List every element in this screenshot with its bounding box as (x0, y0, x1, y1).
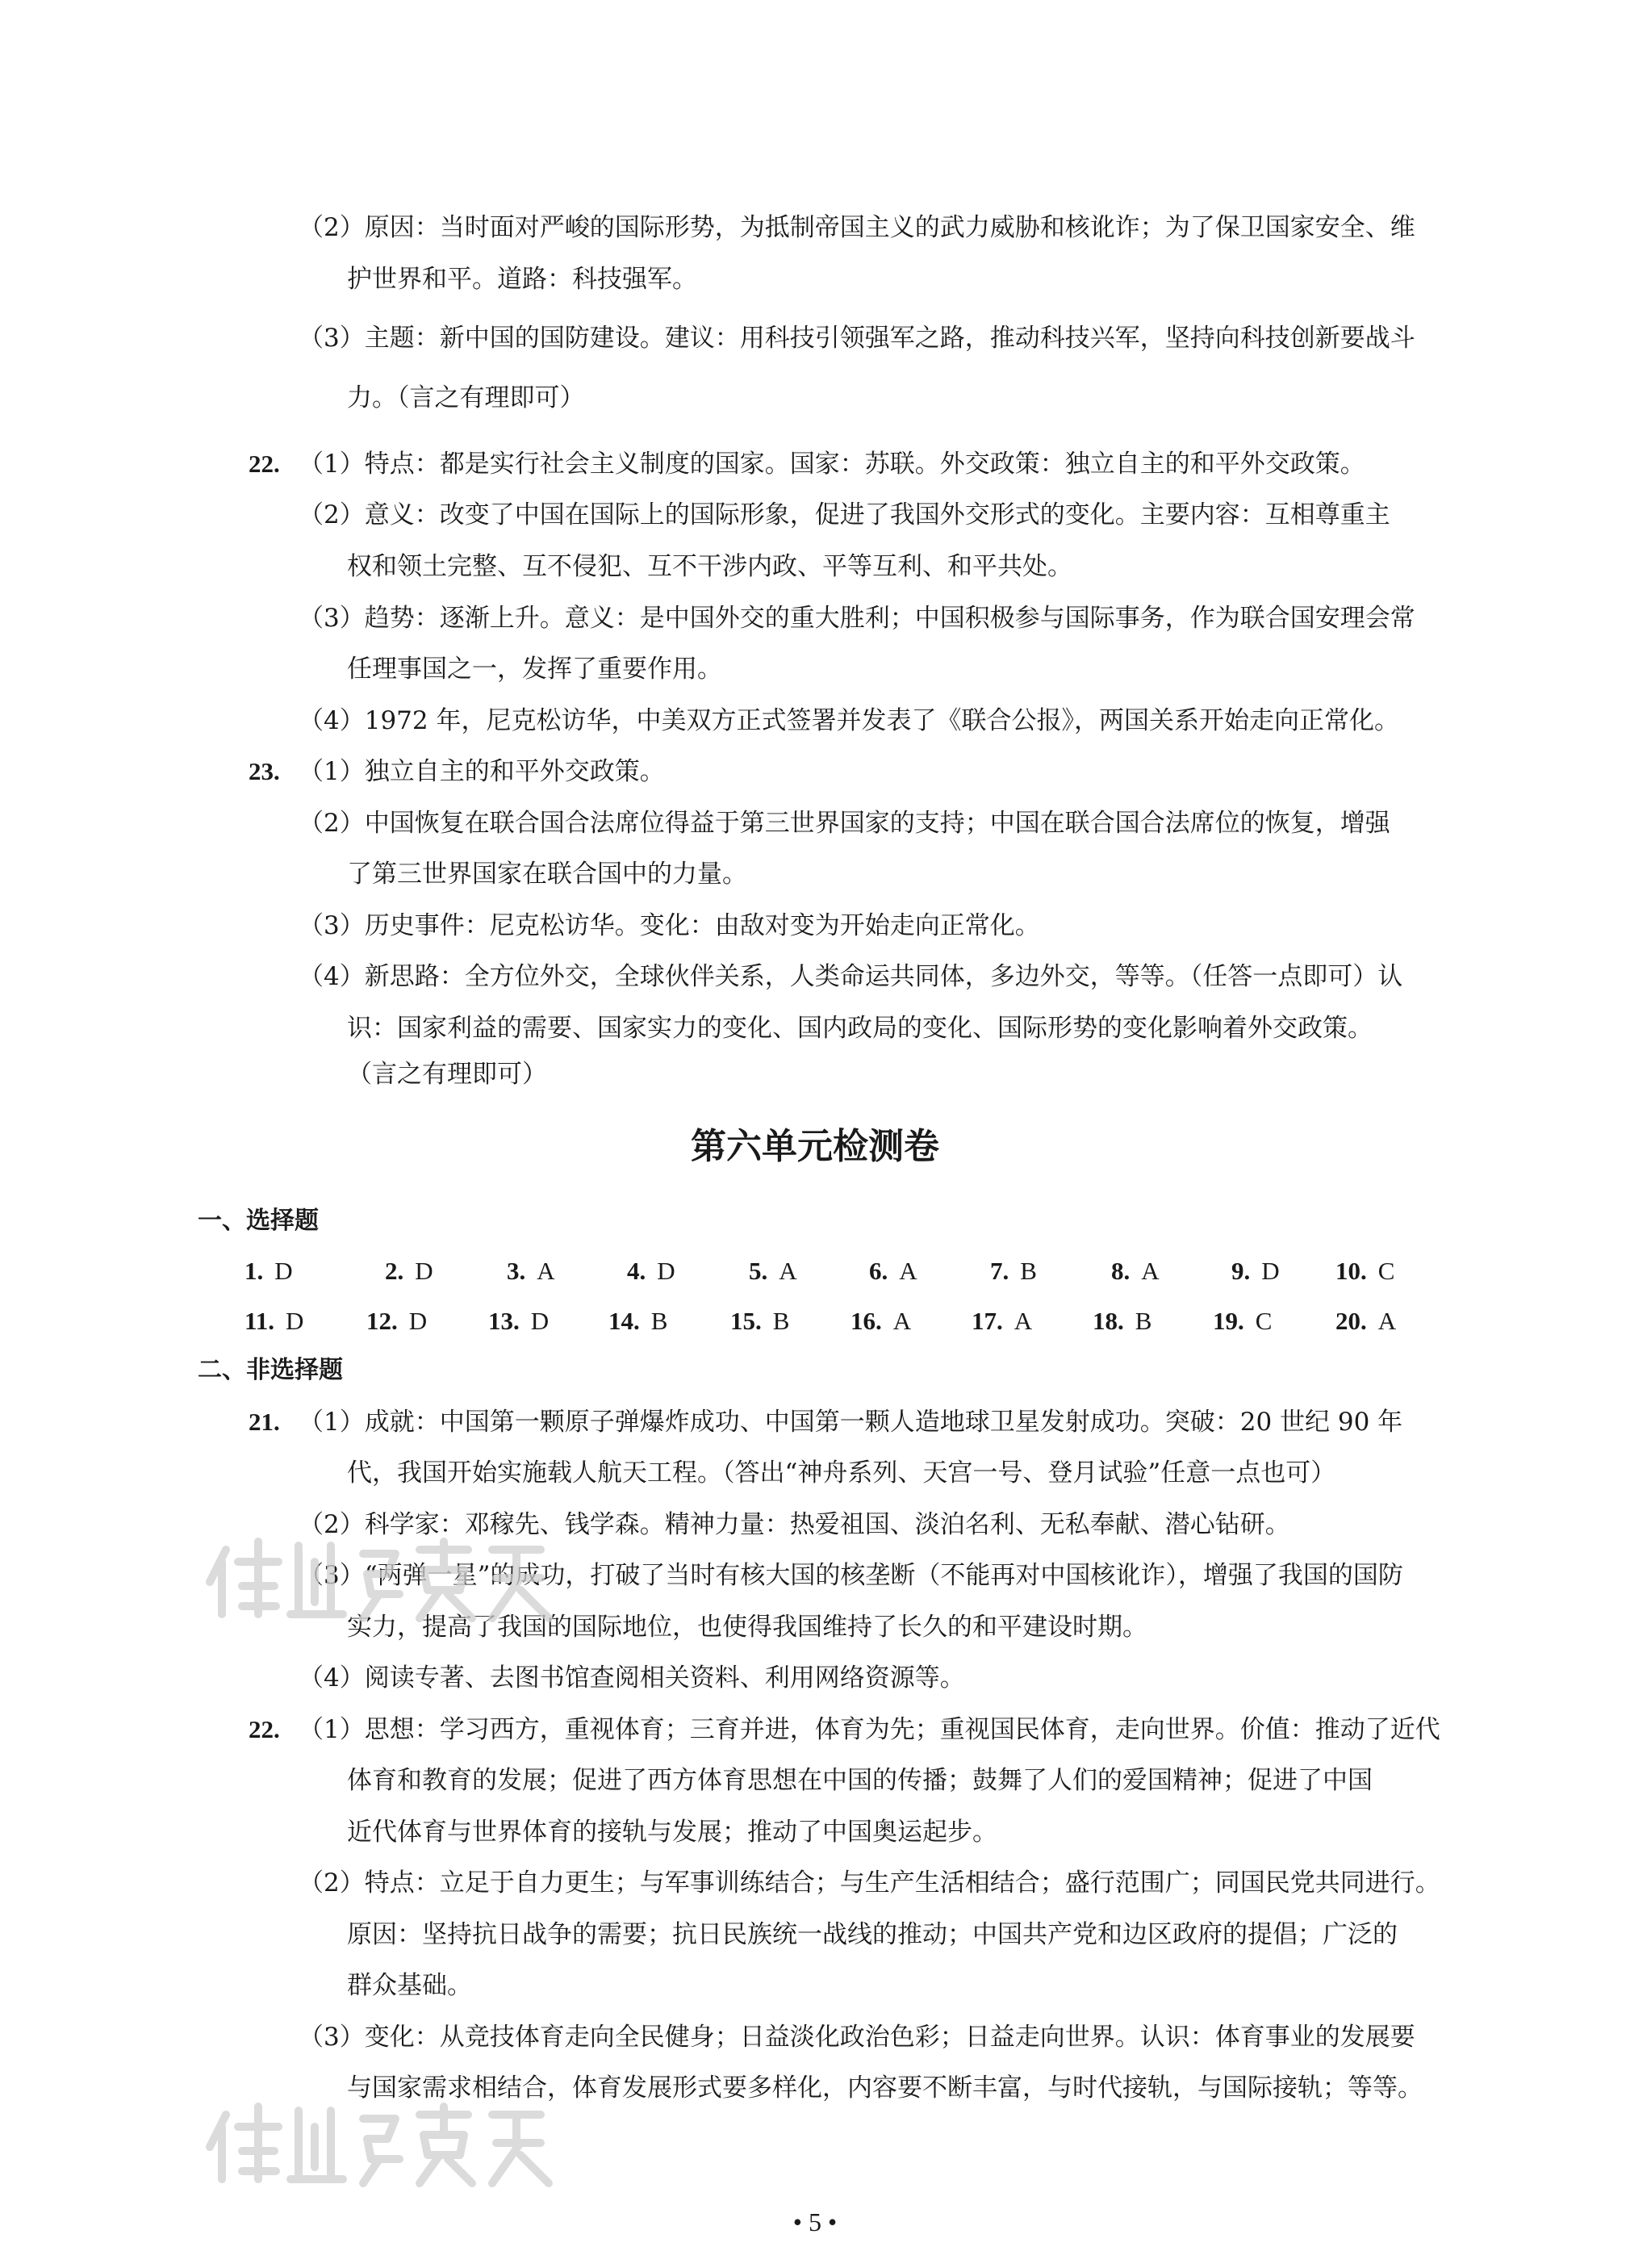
q23-part4-line3: （言之有理即可） (347, 1060, 547, 1089)
mc-answer: 10. C (1335, 1257, 1395, 1285)
mc-answer: 13. D (488, 1307, 550, 1335)
watermark-graphic (202, 1517, 573, 1638)
q23-part3: （3）历史事件：尼克松访华。变化：由敌对变为开始走向正常化。 (299, 911, 1040, 940)
u6-q22-number: 22. (249, 1715, 280, 1743)
mc-answer: 18. B (1093, 1307, 1152, 1335)
watermark-graphic (202, 2082, 573, 2203)
q23-part4-line1: （4）新思路：全方位外交，全球伙伴关系，人类命运共同体，多边外交，等等。（任答一点即可）认 (299, 962, 1403, 991)
mc-answer: 9. D (1231, 1257, 1280, 1285)
unit-title: 第六单元检测卷 (691, 1126, 939, 1167)
u6-q22-part3-line2: 与国家需求相结合，体育发展形式要多样化，内容要不断丰富，与时代接轨，与国际接轨；等等。 (347, 2073, 1423, 2103)
mc-answer: 12. D (366, 1307, 428, 1335)
mc-answer: 5. A (749, 1257, 797, 1285)
page-number: • 5 • (792, 2207, 838, 2237)
q22-part3-line1: （3）趋势：逐渐上升。意义：是中国外交的重大胜利；中国积极参与国际事务，作为联合国安理会常 (299, 604, 1415, 633)
mc-answer: 2. D (385, 1257, 433, 1285)
q21-part3-line2: 力。（言之有理即可） (347, 383, 585, 412)
u6-q22-part3-line1: （3）变化：从竞技体育走向全民健身；日益淡化政治色彩；日益走向世界。认识：体育事业的发展要 (299, 2023, 1415, 2052)
section-nonchoice-title: 二、非选择题 (198, 1356, 343, 1384)
u6-q21-number: 21. (249, 1408, 280, 1436)
u6-q21-part3-line1: （3）“两弹一星”的成功，打破了当时有核大国的核垄断（不能再对中国核讹诈），增强了我国的国防 (299, 1561, 1403, 1590)
mc-answer: 17. A (972, 1307, 1033, 1335)
mc-answer: 14. B (608, 1307, 668, 1335)
u6-q21-part2: （2）科学家：邓稼先、钱学森。精神力量：热爱祖国、淡泊名利、无私奉献、潜心钻研。 (299, 1510, 1290, 1539)
mc-answer: 6. A (869, 1257, 917, 1285)
mc-answer: 11. D (245, 1307, 304, 1335)
q23-part4-line2: 识：国家利益的需要、国家实力的变化、国内政局的变化、国际形势的变化影响着外交政策。 (347, 1014, 1373, 1043)
u6-q22-part2-line1: （2）特点：立足于自力更生；与军事训练结合；与生产生活相结合；盛行范围广；同国民党共同进行。 (299, 1868, 1440, 1898)
mc-answer: 19. C (1213, 1307, 1273, 1335)
mc-answer: 15. B (730, 1307, 790, 1335)
q22-part2-line1: （2）意义：改变了中国在国际上的国际形象，促进了我国外交形式的变化。主要内容：互相尊重主 (299, 500, 1390, 529)
mc-answer: 16. A (851, 1307, 912, 1335)
q21-part3-line1: （3）主题：新中国的国防建设。建议：用科技引领强军之路，推动科技兴军，坚持向科技创新要战斗 (299, 324, 1415, 353)
mc-answer: 1. D (245, 1257, 293, 1285)
u6-q22-part1-line1: （1）思想：学习西方，重视体育；三育并进，体育为先；重视国民体育，走向世界。价值：推动了近代 (299, 1715, 1440, 1744)
u6-q21-part3-line2: 实力，提高了我国的国际地位，也使得我国维持了长久的和平建设时期。 (347, 1613, 1147, 1642)
q23-part2-line1: （2）中国恢复在联合国合法席位得益于第三世界国家的支持；中国在联合国合法席位的恢复，增强 (299, 809, 1390, 838)
section-choice-title: 一、选择题 (198, 1207, 319, 1235)
mc-answer: 3. A (507, 1257, 555, 1285)
mc-answer: 7. B (990, 1257, 1037, 1285)
q22-part3-line2: 任理事国之一，发挥了重要作用。 (347, 655, 722, 684)
watermark-stamp (202, 2082, 573, 2203)
mc-answer: 8. A (1111, 1257, 1160, 1285)
q23-part2-line2: 了第三世界国家在联合国中的力量。 (347, 860, 747, 889)
mc-answer: 4. D (627, 1257, 675, 1285)
u6-q22-part2-line2: 原因：坚持抗日战争的需要；抗日民族统一战线的推动；中国共产党和边区政府的提倡；广泛的 (347, 1920, 1398, 1949)
q22-part1: （1）特点：都是实行社会主义制度的国家。国家：苏联。外交政策：独立自主的和平外交政策。 (299, 450, 1365, 479)
q21-part2-line1: （2）原因：当时面对严峻的国际形势，为抵制帝国主义的武力威胁和核讹诈；为了保卫国家安全、维 (299, 213, 1415, 242)
watermark-stamp (202, 1517, 573, 1638)
q22-part4: （4）1972 年，尼克松访华，中美双方正式签署并发表了《联合公报》，两国关系开始走向正常化。 (299, 706, 1399, 735)
q23-number: 23. (249, 757, 280, 785)
u6-q22-part2-line3: 群众基础。 (347, 1971, 472, 2000)
u6-q21-part1-line2: 代，我国开始实施载人航天工程。（答出“神舟系列、天宫一号、登月试验”任意一点也可） (347, 1458, 1336, 1488)
u6-q21-part4: （4）阅读专著、去图书馆查阅相关资料、利用网络资源等。 (299, 1663, 965, 1693)
mc-answer: 20. A (1335, 1307, 1397, 1335)
u6-q21-part1-line1: （1）成就：中国第一颗原子弹爆炸成功、中国第一颗人造地球卫星发射成功。突破：20 世纪 90 年 (299, 1408, 1403, 1437)
q23-part1: （1）独立自主的和平外交政策。 (299, 757, 665, 786)
q22-part2-line2: 权和领土完整、互不侵犯、互不干涉内政、平等互利、和平共处。 (347, 552, 1072, 581)
u6-q22-part1-line2: 体育和教育的发展；促进了西方体育思想在中国的传播；鼓舞了人们的爱国精神；促进了中国 (347, 1766, 1373, 1795)
q22-number: 22. (249, 450, 280, 478)
u6-q22-part1-line3: 近代体育与世界体育的接轨与发展；推动了中国奥运起步。 (347, 1818, 997, 1847)
q21-part2-line2: 护世界和平。道路：科技强军。 (347, 265, 697, 294)
